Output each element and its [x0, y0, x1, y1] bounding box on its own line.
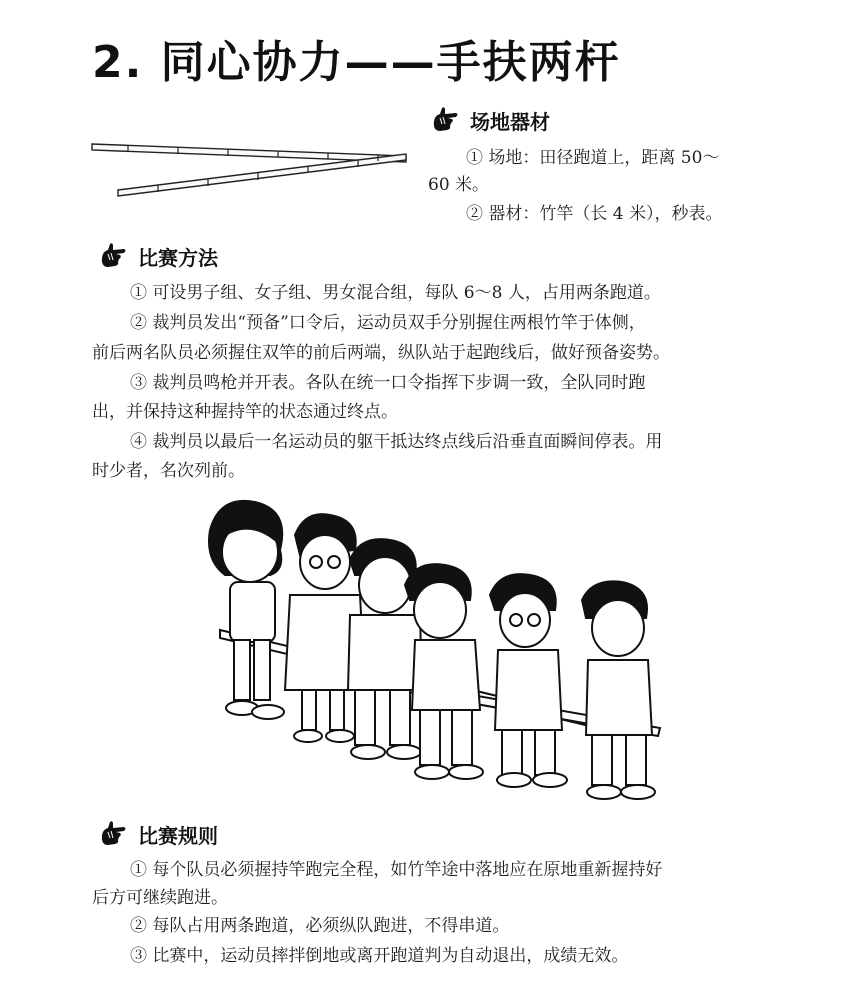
venue-item-2: ② 器材：竹竿（长 4 米），秒表。 [466, 204, 723, 224]
venue-section-heading [430, 104, 550, 136]
method-item-3: ③ 裁判员鸣枪并开表。各队在统一口令指挥下步调一致，全队同时跑 [130, 373, 646, 393]
pointing-hand-icon [430, 104, 462, 136]
method-item-2-cont: 前后两名队员必须握住双竿的前后两端，纵队站于起跑线后，做好预备姿势。 [92, 343, 670, 363]
children-running-illustration [190, 490, 670, 810]
method-item-4: ④ 裁判员以最后一名运动员的躯干抵达终点线后沿垂直面瞬间停表。用 [130, 432, 663, 452]
venue-heading-text: 场地器材 [470, 109, 550, 134]
rules-section-heading [98, 818, 218, 850]
rules-item-3: ③ 比赛中，运动员摔拌倒地或离开跑道判为自动退出，成绩无效。 [130, 946, 629, 966]
method-heading-text: 比赛方法 [138, 245, 218, 270]
method-item-2: ② 裁判员发出“预备”口令后，运动员双手分别握住两根竹竿于体侧， [130, 313, 646, 333]
rules-item-2: ② 每队占用两条跑道，必须纵队跑进，不得串道。 [130, 916, 510, 936]
method-section-heading [98, 240, 218, 272]
pointing-hand-icon [98, 818, 130, 850]
rules-heading-text: 比赛规则 [138, 823, 218, 848]
bamboo-poles-illustration [88, 128, 410, 208]
venue-item-1-cont: 60 米。 [428, 175, 490, 195]
method-item-3-cont: 出，并保持这种握持竿的状态通过终点。 [92, 402, 398, 422]
rules-item-1: ① 每个队员必须握持竿跑完全程，如竹竿途中落地应在原地重新握持好 [130, 860, 663, 880]
pointing-hand-icon [98, 240, 130, 272]
page-title: 2. 同心协力——手扶两杆 [92, 37, 621, 88]
rules-item-1-cont: 后方可继续跑进。 [92, 888, 228, 908]
method-item-1: ① 可设男子组、女子组、男女混合组，每队 6～8 人，占用两条跑道。 [130, 283, 661, 303]
venue-item-1: ① 场地：田径跑道上，距离 50～ [466, 148, 720, 168]
method-item-4-cont: 时少者，名次列前。 [92, 461, 245, 481]
